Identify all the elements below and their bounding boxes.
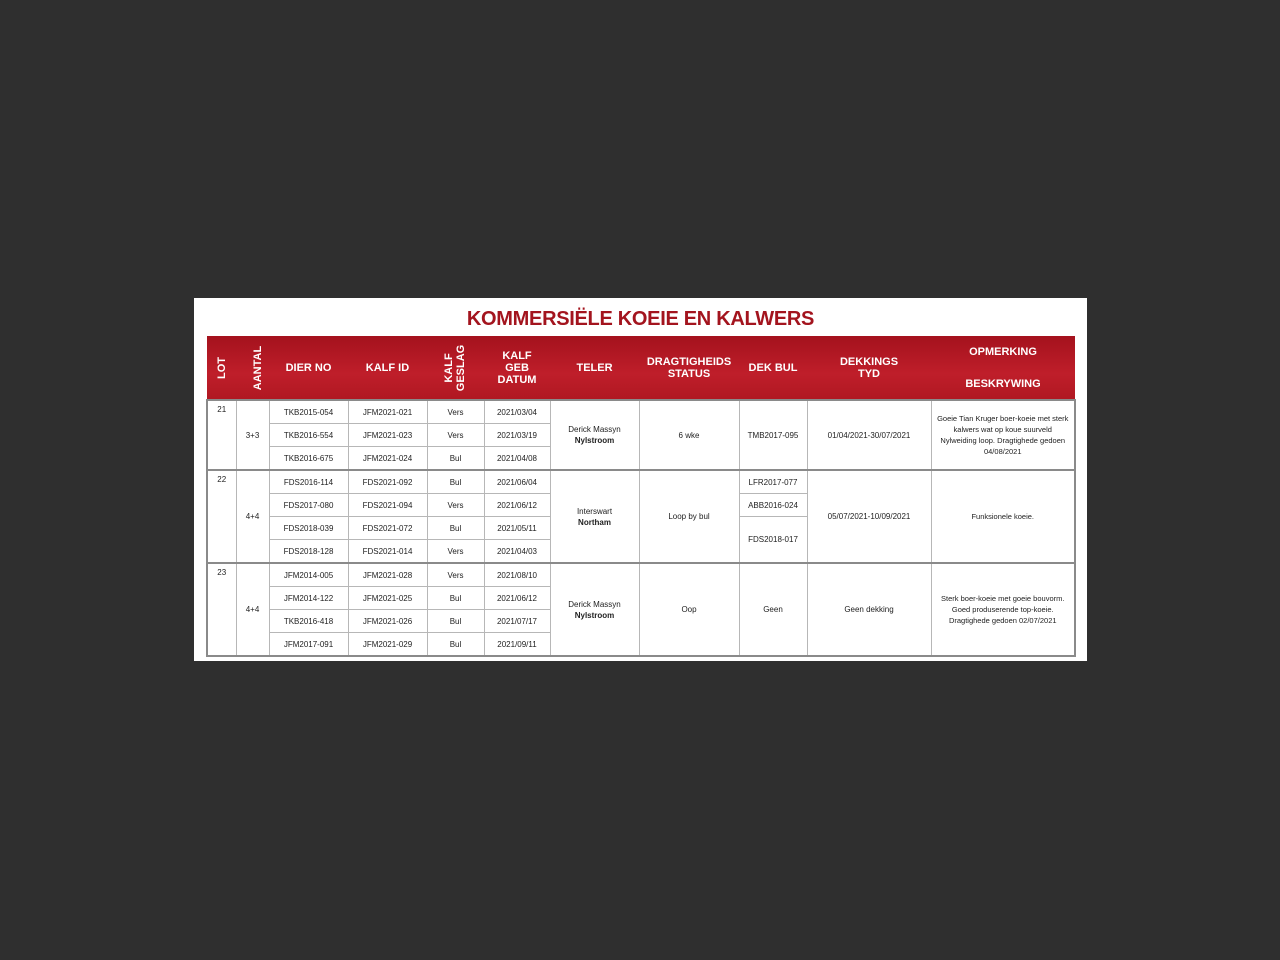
header-tyd-line2: TYD [858, 367, 880, 380]
kalf-geslag: Vers [427, 494, 484, 517]
dier-no: TKB2016-418 [269, 610, 348, 633]
kalf-geb-datum: 2021/06/12 [484, 494, 550, 517]
dekkings-tyd: 05/07/2021-10/09/2021 [807, 470, 931, 563]
teler-place: Nylstroom [574, 436, 615, 445]
header-opmerking: OPMERKING [969, 345, 1037, 358]
kalf-geslag: Vers [427, 540, 484, 564]
header-dragtigheids-status [639, 336, 739, 400]
kalf-geb-datum: 2021/08/10 [484, 563, 550, 587]
dier-no: FDS2016-114 [269, 470, 348, 494]
lot-number: 22 [207, 470, 236, 563]
dek-bul: ABB2016-024 [739, 494, 807, 517]
header-aantal-label: AANTAL [252, 345, 265, 390]
dragtigheids-status: Oop [639, 563, 739, 656]
dier-no: FDS2018-128 [269, 540, 348, 564]
header-datum-line3: DATUM [497, 373, 537, 386]
kalf-geb-datum: 2021/06/12 [484, 587, 550, 610]
kalf-id: FDS2021-092 [348, 470, 427, 494]
dragtigheids-status: 6 wke [639, 400, 739, 470]
header-datum-line1: KALF [502, 349, 532, 362]
dekkings-tyd: Geen dekking [807, 563, 931, 656]
kalf-geb-datum: 2021/07/17 [484, 610, 550, 633]
kalf-geslag: Vers [427, 400, 484, 424]
kalf-id: JFM2021-026 [348, 610, 427, 633]
opmerking: Goeie Tian Kruger boer-koeie met sterk kalwers wat op koue suurveld Nylweiding loop. Dragtighede gedoen 04/08/2021 [931, 400, 1075, 470]
kalf-geslag: Vers [427, 424, 484, 447]
header-datum-line2: GEB [505, 361, 529, 374]
kalf-geslag: Bul [427, 610, 484, 633]
kalf-id: FDS2021-094 [348, 494, 427, 517]
kalf-id: JFM2021-025 [348, 587, 427, 610]
kalf-geslag: Bul [427, 587, 484, 610]
dier-no: JFM2017-091 [269, 633, 348, 657]
kalf-geb-datum: 2021/04/03 [484, 540, 550, 564]
teler-place: Nylstroom [574, 610, 615, 620]
header-kalf-geslag-line2: GESLAG [455, 344, 468, 391]
kalf-id: JFM2021-028 [348, 563, 427, 587]
dier-no: JFM2014-122 [269, 587, 348, 610]
lot-aantal: 4+4 [236, 563, 269, 656]
header-lot-label: LOT [215, 356, 228, 379]
kalf-geslag: Bul [427, 447, 484, 471]
dier-no: TKB2016-675 [269, 447, 348, 471]
kalf-geb-datum: 2021/03/04 [484, 400, 550, 424]
lot-number: 23 [207, 563, 236, 656]
header-kalf-geslag-label [443, 344, 467, 390]
header-kalf-geslag-line1: KALF [443, 352, 456, 383]
teler-name: Derick Massyn [568, 599, 621, 609]
header-kalf-id: KALF ID [348, 336, 427, 400]
lot-number: 21 [207, 400, 236, 470]
kalf-geb-datum: 2021/05/11 [484, 517, 550, 540]
kalf-id: JFM2021-023 [348, 424, 427, 447]
dier-no: TKB2016-554 [269, 424, 348, 447]
dier-no: FDS2018-039 [269, 517, 348, 540]
table-row [207, 470, 1075, 494]
dek-bul: LFR2017-077 [739, 470, 807, 494]
kalf-geslag: Bul [427, 470, 484, 494]
dier-no: TKB2015-054 [269, 400, 348, 424]
header-aantal [236, 336, 269, 400]
header-beskrywing: BESKRYWING [965, 377, 1041, 390]
dek-bul: TMB2017-095 [739, 400, 807, 470]
header-dekkings-tyd [807, 336, 931, 400]
teler-place: Northam [578, 517, 611, 527]
lot-aantal: 4+4 [236, 470, 269, 563]
kalf-id: JFM2021-024 [348, 447, 427, 471]
header-teler: TELER [550, 336, 639, 400]
dier-no: JFM2014-005 [269, 563, 348, 587]
dier-no: FDS2017-080 [269, 494, 348, 517]
kalf-id: JFM2021-029 [348, 633, 427, 657]
kalf-geb-datum: 2021/04/08 [484, 447, 550, 471]
dekkings-tyd: 01/04/2021-30/07/2021 [807, 400, 931, 470]
header-lot [207, 336, 236, 400]
teler-name: Interswart [576, 506, 613, 516]
teler [550, 563, 639, 656]
kalf-id: FDS2021-072 [348, 517, 427, 540]
kalf-geslag: Vers [427, 563, 484, 587]
header-kalf-geslag [427, 336, 484, 400]
header-dek-bul: DEK BUL [739, 336, 807, 400]
table-row [207, 563, 1075, 587]
table-body [207, 400, 1075, 656]
header-opmerking-beskrywing [931, 336, 1075, 400]
kalf-geb-datum: 2021/06/04 [484, 470, 550, 494]
opmerking: Sterk boer-koeie met goeie bouvorm. Goed produserende top-koeie. Dragtighede gedoen 02/07/2021 [931, 563, 1075, 656]
dek-bul: FDS2018-017 [739, 517, 807, 564]
teler-name: Derick Massyn [568, 425, 621, 434]
lot-table [206, 336, 1076, 657]
header-tyd-line1: DEKKINGS [839, 355, 899, 368]
page-title: KOMMERSIËLE KOEIE EN KALWERS [466, 308, 815, 330]
dragtigheids-status: Loop by bul [639, 470, 739, 563]
catalog-sheet [194, 298, 1087, 661]
table-header [207, 336, 1075, 400]
kalf-id: JFM2021-021 [348, 400, 427, 424]
kalf-geb-datum: 2021/03/19 [484, 424, 550, 447]
opmerking: Funksionele koeie. [931, 470, 1075, 563]
kalf-id: FDS2021-014 [348, 540, 427, 564]
teler [550, 400, 639, 470]
header-status-line2: STATUS [667, 367, 711, 380]
kalf-geslag: Bul [427, 517, 484, 540]
table-row [207, 400, 1075, 424]
header-status-line1: DRAGTIGHEIDS [646, 355, 732, 368]
lot-aantal: 3+3 [236, 400, 269, 470]
header-kalf-geb-datum [484, 336, 550, 400]
dek-bul: Geen [739, 563, 807, 656]
teler [550, 470, 639, 563]
kalf-geslag: Bul [427, 633, 484, 657]
kalf-geb-datum: 2021/09/11 [484, 633, 550, 657]
header-dier-no: DIER NO [269, 336, 348, 400]
